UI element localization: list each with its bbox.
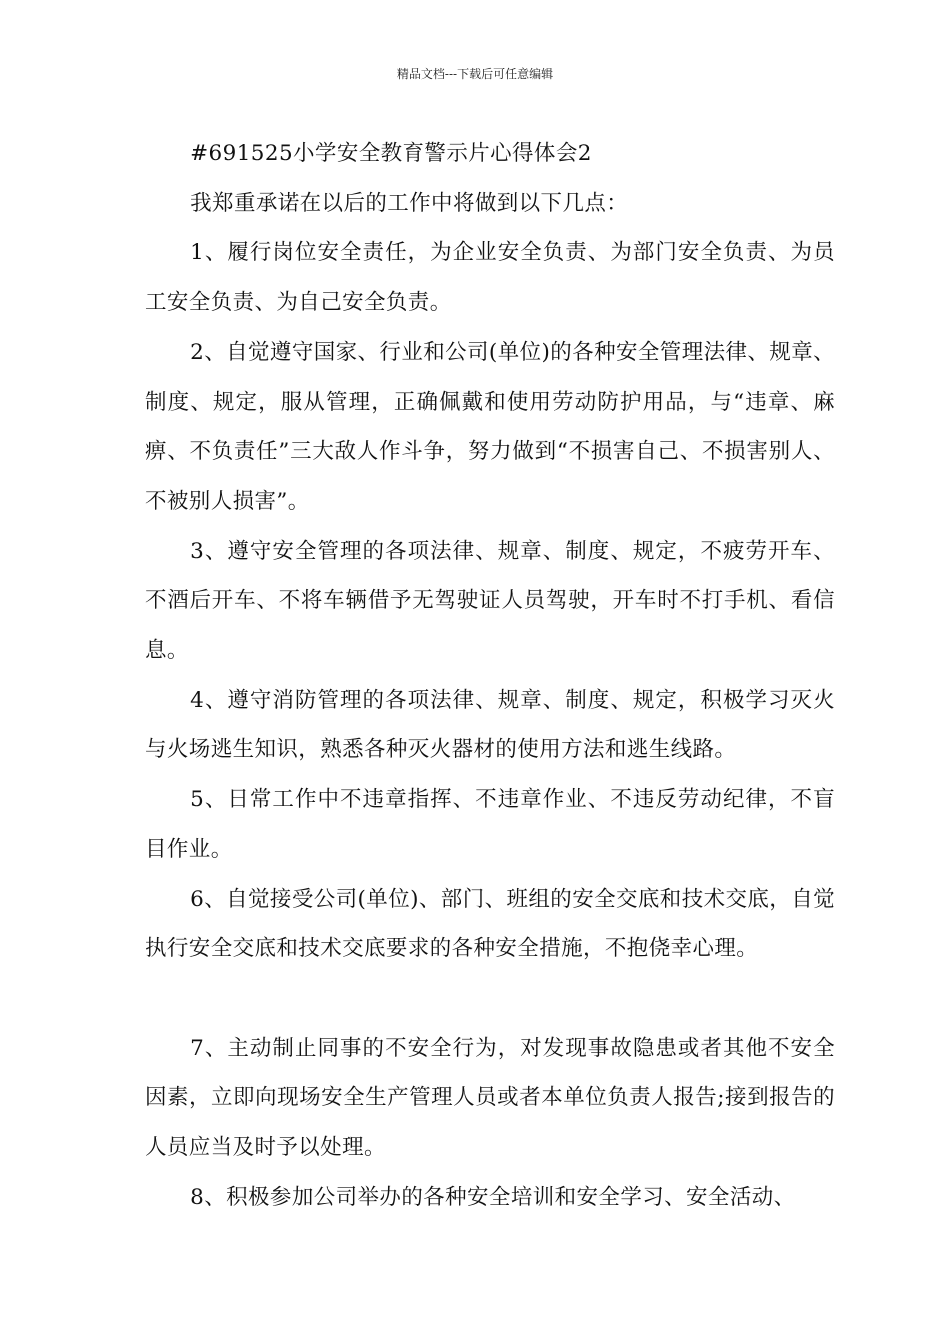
list-item: 4、遵守消防管理的各项法律、规章、制度、规定，积极学习灭火与火场逃生知识，熟悉各种灭火器材的使用方法和逃生线路。 — [145, 687, 835, 763]
intro-paragraph: 我郑重承诺在以后的工作中将做到以下几点： — [190, 190, 629, 216]
list-item: 3、遵守安全管理的各项法律、规章、制度、规定，不疲劳开车、不酒后开车、不将车辆借予无驾驶证人员驾驶，开车时不打手机、看信息。 — [145, 538, 835, 664]
list-item: 8、积极参加公司举办的各种安全培训和安全学习、安全活动、 — [190, 1184, 796, 1210]
document-title: #691525小学安全教育警示片心得体会2 — [190, 141, 592, 166]
list-item: 2、自觉遵守国家、行业和公司(单位)的各种安全管理法律、规章、制度、规定，服从管理，正确佩戴和使用劳动防护用品，与“违章、麻痹、不负责任”三大敌人作斗争，努力做到“不损害自己、不损害别人、不被别人损害”。 — [145, 339, 835, 514]
list-item: 1、履行岗位安全责任，为企业安全负责、为部门安全负责、为员工安全负责、为自己安全负责。 — [145, 240, 835, 316]
list-item: 6、自觉接受公司(单位)、部门、班组的安全交底和技术交底，自觉执行安全交底和技术交底要求的各种安全措施，不抱侥幸心理。 — [145, 886, 835, 962]
list-item: 5、日常工作中不违章指挥、不违章作业、不违反劳动纪律，不盲目作业。 — [145, 787, 835, 862]
list-item: 7、主动制止同事的不安全行为，对发现事故隐患或者其他不安全因素，立即向现场安全生产管理人员或者本单位负责人报告;接到报告的人员应当及时予以处理。 — [145, 1035, 835, 1161]
paragraph-gap — [145, 974, 835, 1024]
page-header: 精品文档---下载后可任意编辑 — [396, 67, 554, 81]
document-body — [145, 129, 835, 1222]
